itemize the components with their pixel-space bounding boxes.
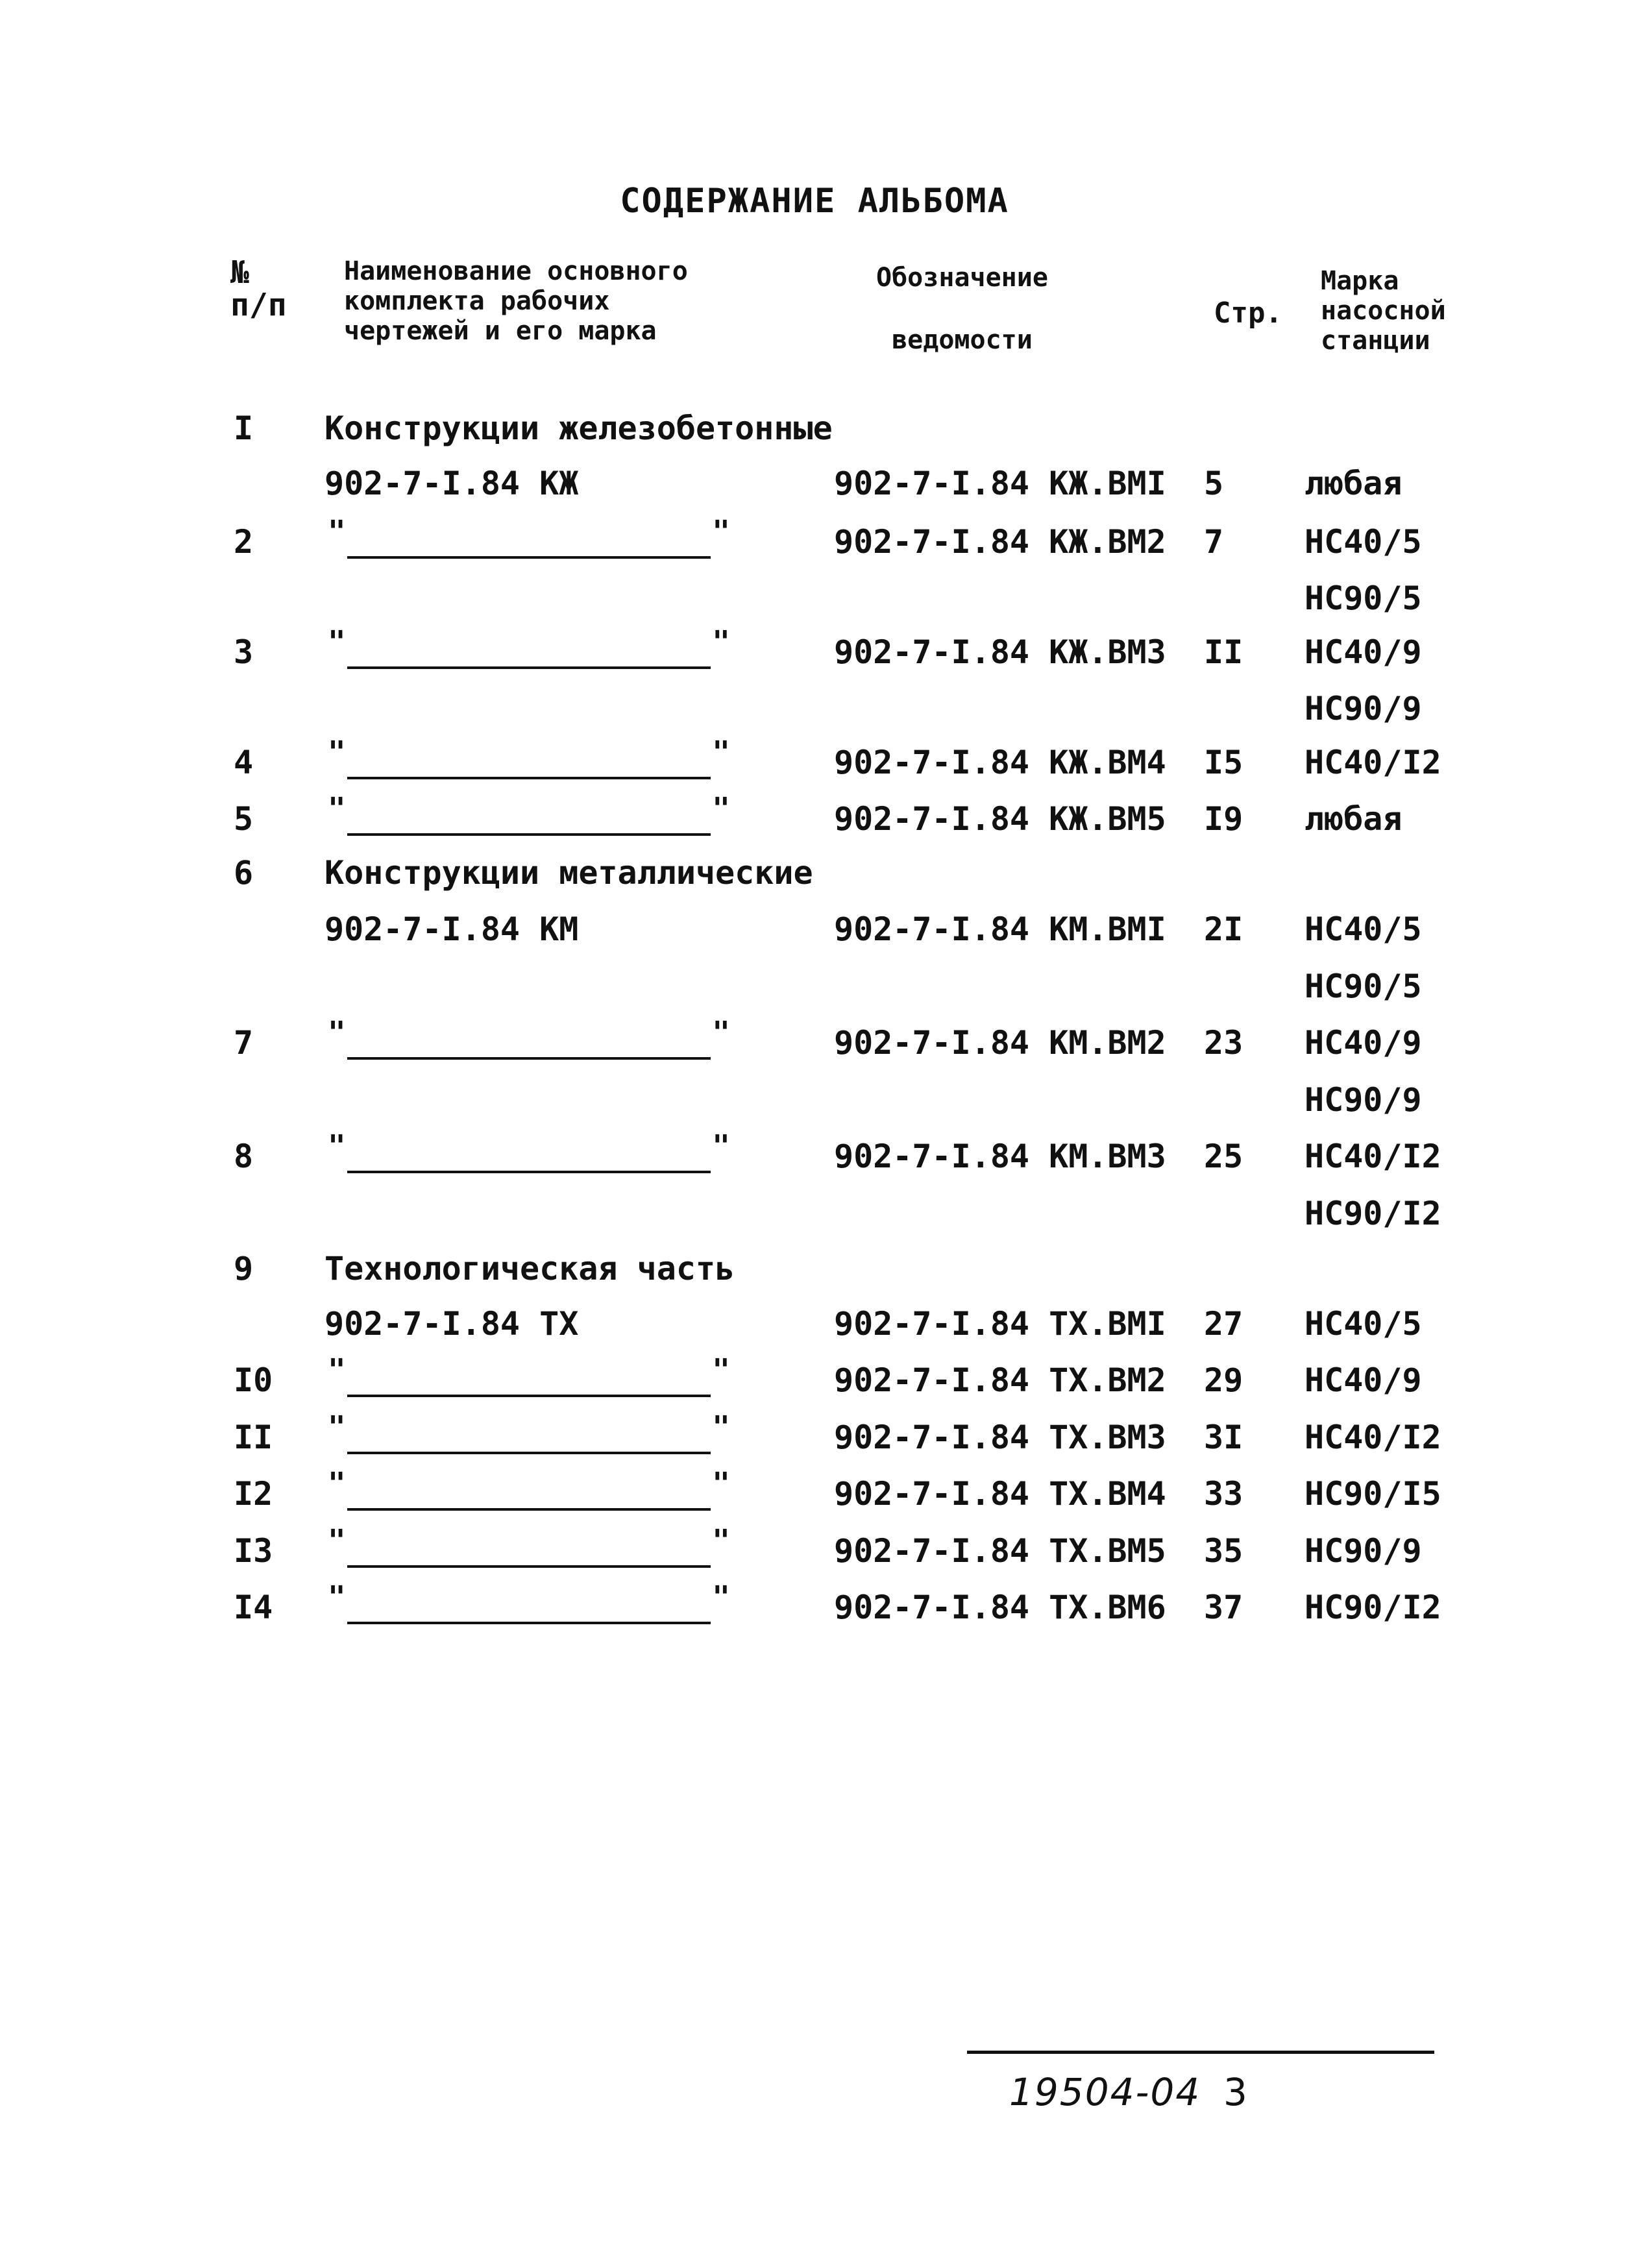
ditto-line bbox=[347, 666, 711, 669]
page-title: СОДЕРЖАНИЕ АЛЬБОМА bbox=[620, 182, 1009, 221]
row-designation: 902-7-I.84 ТХ.ВМI bbox=[834, 1305, 1166, 1343]
ditto-quote-right: " bbox=[712, 514, 730, 549]
ditto-quote-right: " bbox=[712, 1128, 730, 1164]
ditto-line bbox=[347, 1171, 711, 1173]
row-station-mark: НС40/I2 bbox=[1304, 1419, 1441, 1456]
row-number: 2 bbox=[234, 523, 254, 561]
ditto-mark bbox=[328, 516, 730, 568]
ditto-quote-left: " bbox=[328, 1128, 346, 1164]
row-number: 9 bbox=[234, 1250, 254, 1287]
row-name: Технологическая часть bbox=[325, 1250, 735, 1287]
ditto-quote-right: " bbox=[712, 1466, 730, 1501]
row-designation: 902-7-I.84 КМ.ВМ2 bbox=[834, 1024, 1166, 1062]
header-page: Стр. bbox=[1214, 297, 1282, 330]
row-station-mark: НС90/9 bbox=[1304, 1081, 1422, 1119]
ditto-quote-left: " bbox=[328, 1015, 346, 1050]
table-row bbox=[0, 1468, 1629, 1520]
ditto-mark bbox=[328, 1354, 730, 1406]
row-number: II bbox=[234, 1419, 273, 1456]
table-row bbox=[0, 1411, 1629, 1463]
footer-code: 19504-04 bbox=[1009, 2070, 1201, 2114]
ditto-mark bbox=[328, 1468, 730, 1520]
ditto-quote-left: " bbox=[328, 1466, 346, 1501]
ditto-quote-left: " bbox=[328, 1579, 346, 1615]
table-row bbox=[0, 516, 1629, 568]
table-row bbox=[0, 1017, 1629, 1069]
header-number: № п/п bbox=[230, 254, 287, 323]
row-page: 3I bbox=[1204, 1419, 1243, 1456]
table-row bbox=[0, 457, 1629, 509]
table-row bbox=[0, 402, 1629, 454]
ditto-line bbox=[347, 833, 711, 836]
row-number: 6 bbox=[234, 854, 254, 892]
row-designation: 902-7-I.84 ТХ.ВМ2 bbox=[834, 1361, 1166, 1399]
row-designation: 902-7-I.84 ТХ.ВМ4 bbox=[834, 1475, 1166, 1513]
row-page: I5 bbox=[1204, 744, 1243, 781]
ditto-mark bbox=[328, 1017, 730, 1069]
table-row bbox=[0, 847, 1629, 899]
table-row bbox=[0, 626, 1629, 678]
ditto-quote-left: " bbox=[328, 624, 346, 659]
row-station-mark: НС40/5 bbox=[1304, 523, 1422, 561]
row-number: I4 bbox=[234, 1589, 273, 1626]
row-station-mark: любая bbox=[1304, 800, 1402, 838]
ditto-mark bbox=[328, 737, 730, 788]
ditto-mark bbox=[328, 793, 730, 845]
ditto-quote-right: " bbox=[712, 735, 730, 770]
row-page: I9 bbox=[1204, 800, 1243, 838]
header-designation-line2: ведомости bbox=[892, 325, 1033, 355]
row-station-mark: любая bbox=[1304, 465, 1402, 502]
row-number: I2 bbox=[234, 1475, 273, 1513]
ditto-quote-left: " bbox=[328, 1352, 346, 1387]
header-designation bbox=[876, 263, 1048, 387]
ditto-line bbox=[347, 556, 711, 559]
ditto-quote-right: " bbox=[712, 1579, 730, 1615]
row-station-mark: НС90/I2 bbox=[1304, 1195, 1441, 1232]
ditto-quote-right: " bbox=[712, 624, 730, 659]
footer-line bbox=[967, 2051, 1434, 2054]
ditto-mark bbox=[328, 1411, 730, 1463]
row-designation: 902-7-I.84 КЖ.ВМ4 bbox=[834, 744, 1166, 781]
table-row bbox=[0, 793, 1629, 845]
row-page: 35 bbox=[1204, 1532, 1243, 1570]
row-station-mark: НС90/5 bbox=[1304, 968, 1422, 1005]
row-page: 27 bbox=[1204, 1305, 1243, 1343]
row-number: 5 bbox=[234, 800, 254, 838]
ditto-quote-right: " bbox=[712, 791, 730, 826]
header-designation-line1: Обозначение bbox=[876, 263, 1048, 293]
row-designation: 902-7-I.84 ТХ.ВМ3 bbox=[834, 1419, 1166, 1456]
row-name: Конструкции металлические bbox=[325, 854, 813, 892]
row-number: 4 bbox=[234, 744, 254, 781]
row-name: 902-7-I.84 КЖ bbox=[325, 465, 579, 502]
ditto-mark bbox=[328, 1130, 730, 1182]
table-row bbox=[0, 1130, 1629, 1182]
ditto-quote-right: " bbox=[712, 1523, 730, 1558]
row-designation: 902-7-I.84 КМ.ВМ3 bbox=[834, 1138, 1166, 1175]
ditto-quote-left: " bbox=[328, 735, 346, 770]
row-page: II bbox=[1204, 633, 1243, 671]
row-page: 2I bbox=[1204, 910, 1243, 948]
table-row bbox=[0, 737, 1629, 788]
row-page: 33 bbox=[1204, 1475, 1243, 1513]
ditto-mark bbox=[328, 626, 730, 678]
ditto-quote-right: " bbox=[712, 1409, 730, 1445]
ditto-line bbox=[347, 1057, 711, 1060]
row-station-mark: НС40/I2 bbox=[1304, 744, 1441, 781]
ditto-line bbox=[347, 1395, 711, 1397]
table-row bbox=[0, 903, 1629, 955]
ditto-line bbox=[347, 1622, 711, 1624]
row-page: 5 bbox=[1204, 465, 1224, 502]
ditto-quote-left: " bbox=[328, 514, 346, 549]
row-designation: 902-7-I.84 КЖ.ВМI bbox=[834, 465, 1166, 502]
ditto-line bbox=[347, 1508, 711, 1511]
row-number: 8 bbox=[234, 1138, 254, 1175]
table-row bbox=[0, 1243, 1629, 1295]
row-station-mark: НС40/5 bbox=[1304, 1305, 1422, 1343]
ditto-quote-left: " bbox=[328, 1409, 346, 1445]
row-station-mark: НС40/9 bbox=[1304, 1361, 1422, 1399]
row-designation: 902-7-I.84 ТХ.ВМ6 bbox=[834, 1589, 1166, 1626]
ditto-line bbox=[347, 1565, 711, 1568]
row-name: Конструкции железобетонные bbox=[325, 409, 833, 447]
row-station-mark: НС40/5 bbox=[1304, 910, 1422, 948]
row-station-mark: НС90/5 bbox=[1304, 579, 1422, 617]
ditto-quote-right: " bbox=[712, 1352, 730, 1387]
table-row bbox=[0, 960, 1629, 1012]
table-row bbox=[0, 1581, 1629, 1633]
table-row bbox=[0, 1074, 1629, 1126]
row-number: 7 bbox=[234, 1024, 254, 1062]
table-row bbox=[0, 1354, 1629, 1406]
row-page: 37 bbox=[1204, 1589, 1243, 1626]
table-row bbox=[0, 572, 1629, 624]
row-station-mark: НС90/I2 bbox=[1304, 1589, 1441, 1626]
ditto-quote-left: " bbox=[328, 1523, 346, 1558]
row-station-mark: НС90/I5 bbox=[1304, 1475, 1441, 1513]
table-row bbox=[0, 683, 1629, 735]
row-name: 902-7-I.84 ТХ bbox=[325, 1305, 579, 1343]
row-page: 25 bbox=[1204, 1138, 1243, 1175]
row-station-mark: НС40/I2 bbox=[1304, 1138, 1441, 1175]
row-designation: 902-7-I.84 КЖ.ВМ2 bbox=[834, 523, 1166, 561]
row-number: I3 bbox=[234, 1532, 273, 1570]
row-designation: 902-7-I.84 ТХ.ВМ5 bbox=[834, 1532, 1166, 1570]
row-station-mark: НС90/9 bbox=[1304, 1532, 1422, 1570]
row-station-mark: НС40/9 bbox=[1304, 633, 1422, 671]
row-number: I bbox=[234, 409, 254, 447]
row-page: 7 bbox=[1204, 523, 1224, 561]
row-designation: 902-7-I.84 КЖ.ВМ3 bbox=[834, 633, 1166, 671]
ditto-mark bbox=[328, 1581, 730, 1633]
row-page: 23 bbox=[1204, 1024, 1243, 1062]
table-row bbox=[0, 1188, 1629, 1239]
ditto-line bbox=[347, 777, 711, 779]
header-mark: Марка насосной станции bbox=[1321, 266, 1446, 356]
header-name: Наименование основного комплекта рабочих чертежей и его марка bbox=[344, 256, 688, 346]
row-designation: 902-7-I.84 КЖ.ВМ5 bbox=[834, 800, 1166, 838]
table-row bbox=[0, 1298, 1629, 1350]
table-row bbox=[0, 1525, 1629, 1577]
ditto-mark bbox=[328, 1525, 730, 1577]
ditto-quote-left: " bbox=[328, 791, 346, 826]
row-number: I0 bbox=[234, 1361, 273, 1399]
row-station-mark: НС90/9 bbox=[1304, 690, 1422, 727]
row-name: 902-7-I.84 КМ bbox=[325, 910, 579, 948]
row-station-mark: НС40/9 bbox=[1304, 1024, 1422, 1062]
row-page: 29 bbox=[1204, 1361, 1243, 1399]
footer-page-number: 3 bbox=[1223, 2070, 1247, 2114]
row-number: 3 bbox=[234, 633, 254, 671]
ditto-quote-right: " bbox=[712, 1015, 730, 1050]
row-designation: 902-7-I.84 КМ.ВМI bbox=[834, 910, 1166, 948]
ditto-line bbox=[347, 1452, 711, 1454]
